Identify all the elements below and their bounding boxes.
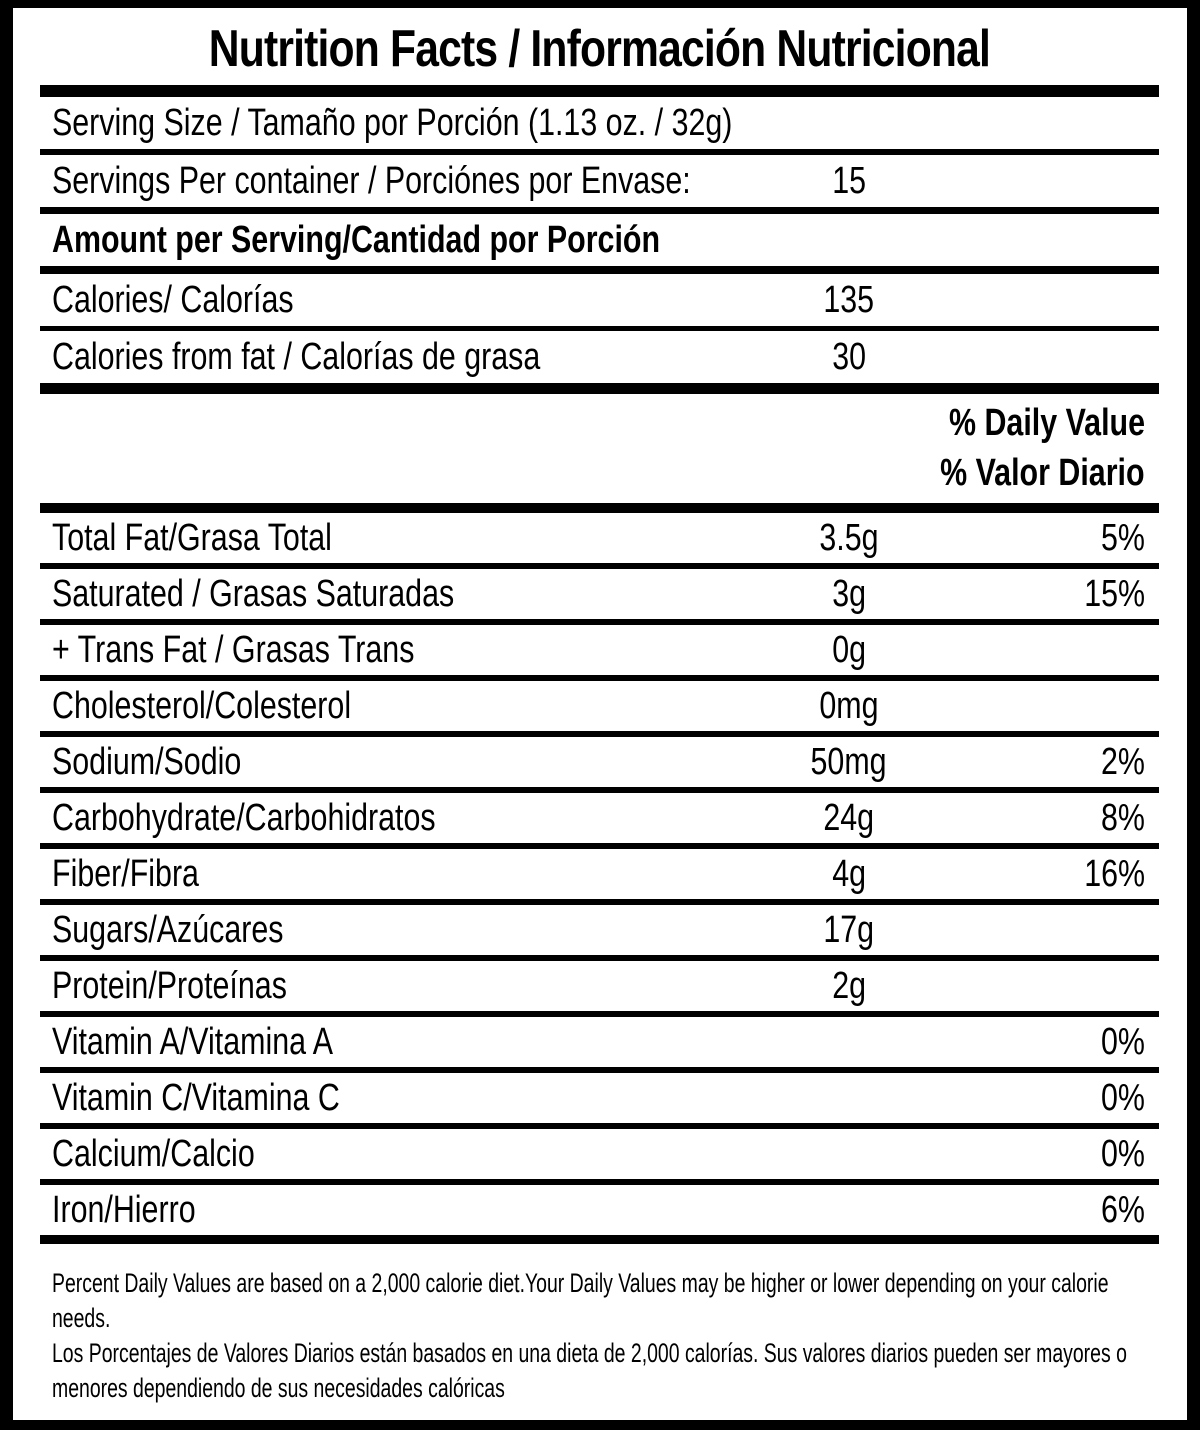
- calories-row: [40, 274, 1159, 326]
- nutrient-label: Iron/Hierro: [52, 1188, 196, 1231]
- nutrient-amount: 3.5g: [819, 516, 879, 559]
- nutrient-amount: 0g: [832, 628, 866, 671]
- amount-per-serving-header: Amount per Serving/Cantidad por Porción: [52, 218, 661, 261]
- nutrient-label: Protein/Proteínas: [52, 964, 287, 1007]
- divider: [40, 207, 1159, 214]
- daily-value-header: [40, 394, 1159, 503]
- page-title: Nutrition Facts / Información Nutricional: [208, 19, 991, 78]
- calories-from-fat-row: [40, 331, 1159, 383]
- calories-value: 135: [823, 278, 875, 321]
- daily-value-header-spanish: % Valor Diario: [940, 452, 1145, 495]
- title-row: [40, 8, 1159, 85]
- servings-per-container-row: [40, 155, 1159, 207]
- nutrient-percent: 5%: [1101, 516, 1145, 559]
- daily-value-header-english: % Daily Value: [948, 401, 1145, 444]
- nutrient-row: [40, 569, 1159, 619]
- nutrient-label: Vitamin C/Vitamina C: [52, 1076, 340, 1119]
- nutrient-percent: 0%: [1101, 1132, 1145, 1175]
- nutrient-row: [40, 625, 1159, 675]
- nutrient-percent: 2%: [1101, 740, 1145, 783]
- nutrient-row: [40, 1073, 1159, 1123]
- nutrient-row: [40, 793, 1159, 843]
- nutrient-label: Carbohydrate/Carbohidratos: [52, 796, 436, 839]
- nutrient-label: Total Fat/Grasa Total: [52, 516, 332, 559]
- nutrient-row: [40, 961, 1159, 1011]
- servings-per-container-label: Servings Per container / Porciónes por Envase:: [52, 159, 691, 202]
- divider: [40, 383, 1159, 394]
- calories-from-fat-value: 30: [832, 335, 866, 378]
- nutrient-label: Calcium/Calcio: [52, 1132, 255, 1175]
- title-divider: [40, 85, 1159, 97]
- nutrient-percent: 16%: [1084, 852, 1145, 895]
- servings-per-container-value: 15: [832, 159, 866, 202]
- footnote-english: Percent Daily Values are based on a 2,000 calorie diet.Your Daily Values may be higher or lower depending on your calorie needs.: [52, 1268, 1109, 1333]
- nutrient-row: [40, 737, 1159, 787]
- label-content: [40, 8, 1159, 1406]
- nutrient-amount: 50mg: [810, 740, 888, 783]
- nutrient-percent: 8%: [1101, 796, 1145, 839]
- calories-from-fat-label: Calories from fat / Calorías de grasa: [52, 335, 541, 378]
- nutrient-percent: 15%: [1084, 572, 1145, 615]
- nutrient-amount: 4g: [832, 852, 866, 895]
- nutrient-row: [40, 849, 1159, 899]
- nutrient-amount: 2g: [832, 964, 866, 1007]
- nutrient-label: Sugars/Azúcares: [52, 908, 284, 951]
- nutrient-label: Sodium/Sodio: [52, 740, 242, 783]
- nutrient-amount: 24g: [823, 796, 875, 839]
- footnote: [40, 1244, 1159, 1406]
- nutrient-row: [40, 1185, 1159, 1235]
- nutrient-row: [40, 1129, 1159, 1179]
- serving-size-row: [40, 97, 1159, 149]
- nutrient-percent: 6%: [1101, 1188, 1145, 1231]
- nutrient-amount: 3g: [832, 572, 866, 615]
- nutrient-amount: 17g: [823, 908, 875, 951]
- nutrient-label: Cholesterol/Colesterol: [52, 684, 352, 727]
- nutrient-percent: 0%: [1101, 1020, 1145, 1063]
- footnote-spanish: Los Porcentajes de Valores Diarios están basados en una dieta de 2,000 calorías. Sus valores diarios pueden ser mayores o menores dependiendo de sus necesidades calóricas: [52, 1338, 1127, 1403]
- divider: [40, 503, 1159, 513]
- nutrient-label: Fiber/Fibra: [52, 852, 199, 895]
- nutrient-row: [40, 681, 1159, 731]
- nutrient-row: [40, 905, 1159, 955]
- nutrient-percent: 0%: [1101, 1076, 1145, 1119]
- nutrient-label: Vitamin A/Vitamina A: [52, 1020, 334, 1063]
- amount-per-serving-header-row: [40, 214, 1159, 266]
- nutrient-label: + Trans Fat / Grasas Trans: [52, 628, 415, 671]
- nutrient-row: [40, 513, 1159, 563]
- nutrient-amount: 0mg: [819, 684, 879, 727]
- serving-size-label: Serving Size / Tamaño por Porción (1.13 oz. / 32g): [52, 101, 733, 144]
- divider: [40, 1235, 1159, 1244]
- nutrient-label: Saturated / Grasas Saturadas: [52, 572, 455, 615]
- nutrient-row: [40, 1017, 1159, 1067]
- calories-label: Calories/ Calorías: [52, 278, 294, 321]
- divider: [40, 266, 1159, 274]
